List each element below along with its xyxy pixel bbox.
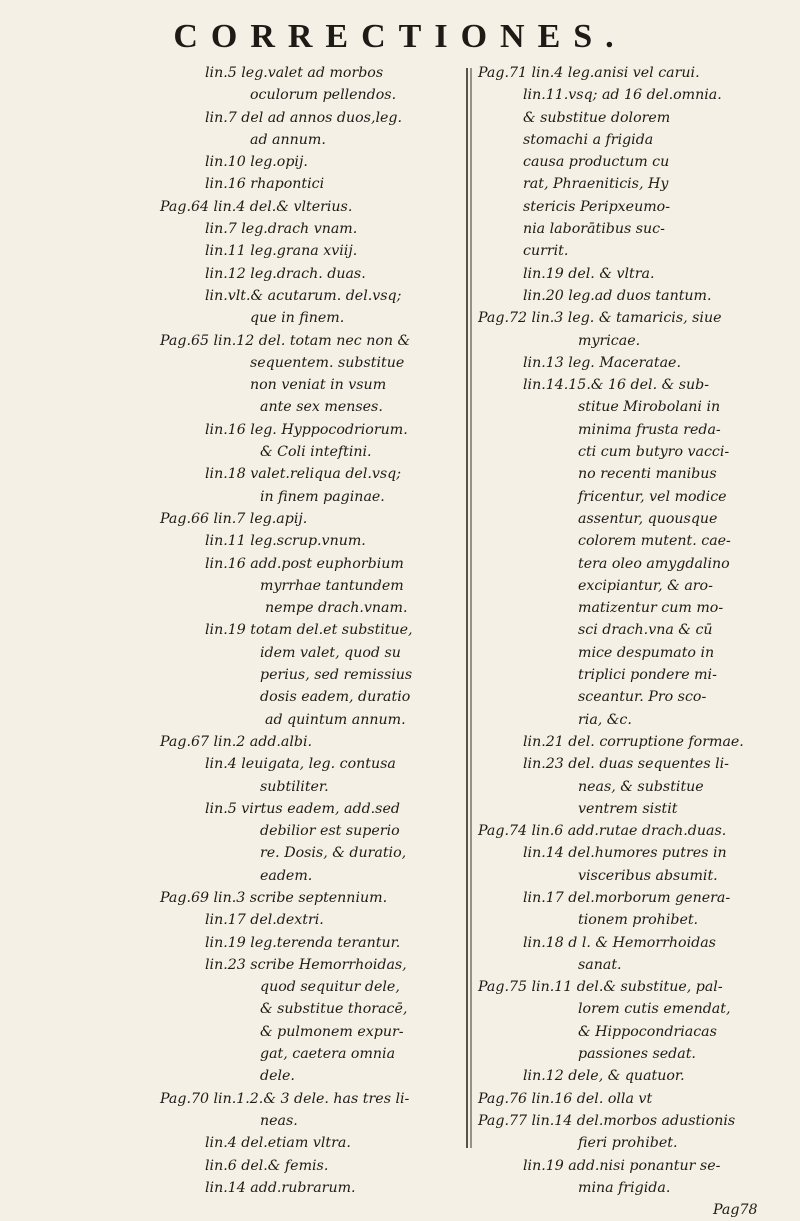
correction-line: assentur, quousque <box>578 510 718 527</box>
correction-line: lin.23 del. duas sequentes li- <box>523 756 729 773</box>
correction-line: lin.18 d l. & Hemorrhoidas <box>523 934 716 951</box>
correction-line: in finem paginae. <box>260 488 385 505</box>
correction-line: neas. <box>260 1112 298 1129</box>
correction-line: lin.13 leg. Maceratae. <box>523 354 681 371</box>
correction-line: lin.12 dele, & quatuor. <box>523 1068 685 1085</box>
correction-line: Pag.66 lin.7 leg.apij. <box>160 510 308 527</box>
column-divider-secondary <box>470 68 472 1148</box>
correction-line: perius, sed remissius <box>260 667 413 684</box>
column-divider <box>466 68 468 1148</box>
correction-line: nia laborātibus suc- <box>523 221 665 238</box>
correction-line: lorem cutis emendat, <box>578 1001 731 1018</box>
correction-line: Pag.76 lin.16 del. olla vt <box>478 1090 653 1107</box>
correction-line: ante sex menses. <box>260 399 383 416</box>
correction-line: lin.19 add.nisi ponantur se- <box>523 1157 721 1174</box>
correction-line: ad annum. <box>250 131 326 148</box>
correction-line: stomachi a frigida <box>523 131 654 148</box>
correction-line: sanat. <box>578 956 622 973</box>
correction-line: lin.11.vsq; ad 16 del.omnia. <box>523 87 722 104</box>
correction-line: tera oleo amygdalino <box>578 555 730 572</box>
correction-line: ventrem sistit <box>578 800 678 817</box>
correction-line: lin.20 leg.ad duos tantum. <box>523 287 712 304</box>
correction-line: lin.19 del. & vltra. <box>523 265 655 282</box>
correction-line: currit. <box>523 243 569 260</box>
correction-line: Pag.70 lin.1.2.& 3 dele. has tres li- <box>160 1090 410 1107</box>
correction-line: oculorum pellendos. <box>250 87 397 104</box>
correction-line: lin.4 leuigata, leg. contusa <box>205 756 396 773</box>
correction-line: myricae. <box>578 332 641 349</box>
correction-line: matizentur cum mo- <box>578 600 724 617</box>
correction-line: stitue Mirobolani in <box>578 399 721 416</box>
right-column <box>478 62 788 1221</box>
correction-line: ad quintum annum. <box>265 711 406 728</box>
correction-line: lin.23 scribe Hemorrhoidas, <box>205 956 407 973</box>
correction-line: Pag.71 lin.4 leg.anisi vel carui. <box>478 65 700 81</box>
correction-line: lin.5 virtus eadem, add.sed <box>205 800 400 817</box>
correction-line: lin.11 leg.grana xviij. <box>205 243 358 260</box>
correction-line: Pag.75 lin.11 del.& substitue, pal- <box>478 979 723 996</box>
correction-line: lin.6 del.& femis. <box>205 1157 329 1174</box>
page-title: CORRECTIONES. <box>173 18 627 55</box>
correction-line: lin.14 add.rubrarum. <box>205 1179 356 1196</box>
correction-line: & Hippocondriacas <box>578 1023 717 1040</box>
correction-line: neas, & substitue <box>578 778 704 795</box>
correction-line: lin.14 del.humores putres in <box>523 845 727 862</box>
correction-line: eadem. <box>260 867 313 884</box>
correction-line: subtiliter. <box>260 778 329 795</box>
correction-line: cti cum butyro vacci- <box>578 444 730 461</box>
correction-line: & substitue thoracē, <box>260 1001 408 1018</box>
correction-line: dele. <box>260 1068 295 1085</box>
correction-line: lin.16 rhapontici <box>205 176 325 193</box>
correction-line: fieri prohibet. <box>578 1135 678 1152</box>
correction-line: lin.14.15.& 16 del. & sub- <box>523 377 710 394</box>
correction-line: visceribus absumit. <box>578 867 718 884</box>
correction-line: idem valet, quod su <box>260 644 401 661</box>
correction-line: Pag.74 lin.6 add.rutae drach.duas. <box>478 823 727 840</box>
correction-line: lin.4 del.etiam vltra. <box>205 1135 351 1152</box>
correction-line: myrrhae tantundem <box>260 577 404 594</box>
correction-line: excipiantur, & aro- <box>578 577 713 594</box>
correction-line: gat, caetera omnia <box>260 1046 396 1063</box>
correction-line: lin.19 totam del.et substitue, <box>205 622 413 639</box>
correction-line: Pag.67 lin.2 add.albi. <box>160 733 313 750</box>
correction-line: lin.17 del.dextri. <box>205 912 324 929</box>
left-column <box>160 62 460 1199</box>
correction-line: que in finem. <box>250 310 345 327</box>
correction-line: tionem prohibet. <box>578 912 699 929</box>
correction-line: lin.11 leg.scrup.vnum. <box>205 533 366 550</box>
correction-line: Pag.65 lin.12 del. totam nec non & <box>160 332 411 349</box>
correction-line: stericis Peripxeumo- <box>523 198 671 215</box>
correction-line: rat, Phraeniticis, Hy <box>523 176 669 193</box>
correction-line: sceantur. Pro sco- <box>578 689 707 706</box>
correction-line: lin.12 leg.drach. duas. <box>205 265 366 282</box>
correction-line: no recenti manibus <box>578 466 717 483</box>
correction-line: lin.7 leg.drach vnam. <box>205 221 358 238</box>
correction-line: non veniat in vsum <box>250 377 387 394</box>
correction-line: lin.16 leg. Hyppocodriorum. <box>205 421 408 438</box>
correction-line: ria, &c. <box>578 711 632 728</box>
correction-line: dosis eadem, duratio <box>260 689 411 706</box>
correction-line: lin.5 leg.valet ad morbos <box>205 65 384 81</box>
correction-line: Pag.64 lin.4 del.& vlterius. <box>160 198 353 215</box>
correction-line: Pag.69 lin.3 scribe septennium. <box>160 889 388 906</box>
correction-line: lin.17 del.morborum genera- <box>523 889 731 906</box>
correction-line: triplici pondere mi- <box>578 667 717 684</box>
correction-line: lin.10 leg.opij. <box>205 154 308 171</box>
correction-line: Pag78 <box>713 1202 758 1219</box>
correction-line: nempe drach.vnam. <box>265 600 408 617</box>
correction-line: lin.16 add.post euphorbium <box>205 555 404 572</box>
correction-line: causa productum cu <box>523 154 670 171</box>
correction-line: quod sequitur dele, <box>260 979 400 996</box>
correction-line: lin.vlt.& acutarum. del.vsq; <box>205 287 402 304</box>
correction-line: sequentem. substitue <box>250 354 405 371</box>
correction-line: lin.19 leg.terenda terantur. <box>205 934 401 951</box>
correction-line: lin.21 del. corruptione formae. <box>523 733 744 750</box>
correction-line: debilior est superio <box>260 823 400 840</box>
correction-line: Pag.72 lin.3 leg. & tamaricis, siue <box>478 310 722 327</box>
correction-line: mice despumato in <box>578 644 715 661</box>
correction-line: & substitue dolorem <box>523 109 671 126</box>
correction-line: & pulmonem expur- <box>260 1023 404 1040</box>
correction-line: lin.18 valet.reliqua del.vsq; <box>205 466 402 483</box>
correction-line: minima frusta reda- <box>578 421 721 438</box>
correction-line: colorem mutent. cae- <box>578 533 731 550</box>
correction-line: mina frigida. <box>578 1179 671 1196</box>
correction-line: sci drach.vna & cū <box>578 622 713 639</box>
correction-line: passiones sedat. <box>578 1046 696 1063</box>
correction-line: re. Dosis, & duratio, <box>260 845 407 862</box>
correction-line: lin.7 del ad annos duos,leg. <box>205 109 402 126</box>
correction-line: & Coli inteftini. <box>260 444 372 461</box>
correction-line: Pag.77 lin.14 del.morbos adustionis <box>478 1112 736 1129</box>
correction-line: fricentur, vel modice <box>578 488 727 505</box>
